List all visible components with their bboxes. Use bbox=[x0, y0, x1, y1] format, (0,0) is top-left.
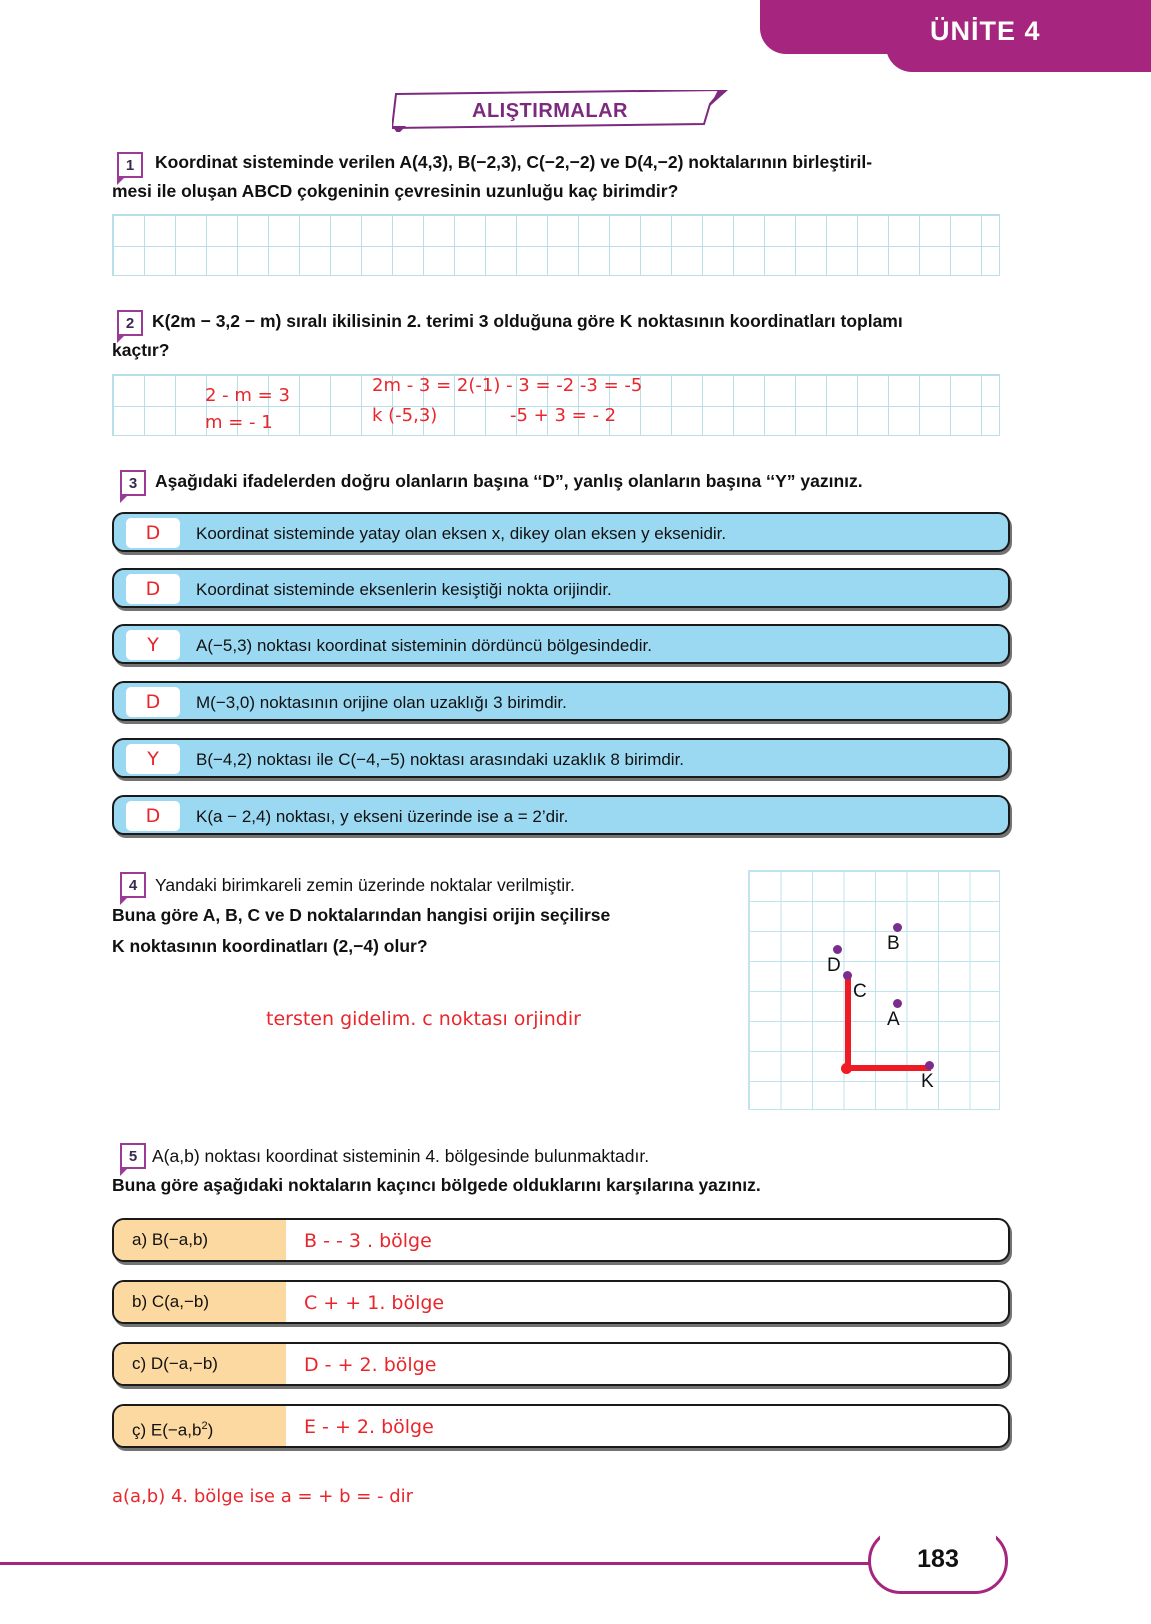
figure-point-D bbox=[833, 945, 842, 954]
page-number: 183 bbox=[917, 1545, 959, 1573]
figure-label-B: B bbox=[887, 933, 900, 954]
red-horizontal-annotation bbox=[845, 1065, 931, 1071]
page-header-banner bbox=[0, 0, 1151, 72]
statement-text-1: Koordinat sisteminde yatay olan eksen x, dikey olan eksen y eksenidir. bbox=[196, 524, 727, 543]
figure-label-C: C bbox=[853, 981, 867, 1002]
statement-answer-box-4[interactable] bbox=[126, 687, 180, 717]
q2-hand-right-line-2a: k (-5,3) bbox=[372, 405, 438, 426]
statement-row-6[interactable] bbox=[112, 795, 1010, 835]
statement-text-3: A(−5,3) noktası koordinat sisteminin dördüncü bölgesindedir. bbox=[196, 636, 652, 655]
region-row-a[interactable] bbox=[112, 1218, 1010, 1262]
region-row-a-answer: B - - 3 . bölge bbox=[304, 1230, 432, 1252]
figure-point-K bbox=[925, 1061, 934, 1070]
region-row-c-answer: D - + 2. bölge bbox=[304, 1354, 437, 1376]
question-4-handwritten-note: tersten gidelim. c noktası orjindir bbox=[266, 1008, 581, 1030]
q2-hand-right-line-2b: -5 + 3 = - 2 bbox=[510, 405, 617, 426]
question-5-bottom-note: a(a,b) 4. bölge ise a = + b = - dir bbox=[112, 1486, 414, 1507]
statement-text-4: M(−3,0) noktasının orijine olan uzaklığı 3 birimdir. bbox=[196, 693, 567, 712]
question-number-3: 3 bbox=[120, 470, 146, 496]
figure-point-B bbox=[893, 923, 902, 932]
figure-point-A bbox=[893, 999, 902, 1008]
region-row-c-label: c) D(−a,−b) bbox=[114, 1344, 286, 1384]
statement-text-5: B(−4,2) noktası ile C(−4,−5) noktası arasındaki uzaklık 8 birimdir. bbox=[196, 750, 685, 769]
question-4-figure-grid[interactable] bbox=[748, 870, 1000, 1110]
question-number-1: 1 bbox=[117, 152, 143, 178]
section-ribbon bbox=[392, 90, 728, 132]
statement-mark-3: Y bbox=[147, 634, 159, 656]
region-row-b-label: b) C(a,−b) bbox=[114, 1282, 286, 1322]
unit-title: ÜNİTE 4 bbox=[930, 16, 1041, 46]
figure-label-A: A bbox=[887, 1009, 900, 1030]
statement-answer-box-6[interactable] bbox=[126, 801, 180, 831]
q2-hand-right-line-1: 2m - 3 = 2(-1) - 3 = -2 -3 = -5 bbox=[372, 375, 643, 396]
statement-row-4[interactable] bbox=[112, 681, 1010, 721]
question-number-5: 5 bbox=[120, 1143, 146, 1169]
ribbon-title: ALIŞTIRMALAR bbox=[472, 100, 628, 122]
red-origin-marker bbox=[841, 1063, 852, 1074]
region-row-b[interactable] bbox=[112, 1280, 1010, 1324]
red-vertical-annotation bbox=[845, 975, 851, 1071]
region-row-b-answer: C + + 1. bölge bbox=[304, 1292, 445, 1314]
region-row-c[interactable] bbox=[112, 1342, 1010, 1386]
statement-row-3[interactable] bbox=[112, 624, 1010, 664]
question-1-line-1: Koordinat sisteminde verilen A(4,3), B(−2,3), C(−2,−2) ve D(4,−2) noktalarının birleştiril- bbox=[155, 152, 873, 172]
question-5-line-2: Buna göre aşağıdaki noktaların kaçıncı bölgede olduklarını karşılarına yazınız. bbox=[112, 1175, 761, 1195]
question-3-line-1: Aşağıdaki ifadelerden doğru olanların başına ‘‘D”, yanlış olanların başına ‘‘Y” yazınız. bbox=[155, 471, 863, 491]
statement-answer-box-3[interactable] bbox=[126, 630, 180, 660]
figure-label-K: K bbox=[921, 1071, 934, 1092]
region-row-d-label-exponent: 2 bbox=[201, 1420, 208, 1432]
question-4-line-1: Yandaki birimkareli zemin üzerinde noktalar verilmiştir. bbox=[155, 875, 575, 895]
question-4-line-3: K noktasının koordinatları (2,−4) olur? bbox=[112, 936, 428, 956]
statement-row-2[interactable] bbox=[112, 568, 1010, 608]
statement-answer-box-2[interactable] bbox=[126, 574, 180, 604]
figure-point-C bbox=[843, 971, 852, 980]
statement-answer-box-1[interactable] bbox=[126, 518, 180, 548]
statement-row-1[interactable] bbox=[112, 512, 1010, 552]
region-row-d[interactable] bbox=[112, 1404, 1010, 1448]
region-row-d-answer: E - + 2. bölge bbox=[304, 1416, 434, 1438]
statement-row-5[interactable] bbox=[112, 738, 1010, 778]
q2-hand-left-line-2: m = - 1 bbox=[205, 412, 273, 433]
question-5-line-1: A(a,b) noktası koordinat sisteminin 4. bölgesinde bulunmaktadır. bbox=[152, 1146, 650, 1166]
region-row-a-label: a) B(−a,b) bbox=[114, 1220, 286, 1260]
answer-grid-question-1[interactable] bbox=[112, 214, 1000, 276]
region-row-d-label-post: ) bbox=[207, 1420, 214, 1440]
region-row-d-label bbox=[114, 1406, 286, 1446]
question-2-line-2: kaçtır? bbox=[112, 340, 170, 360]
question-2-line-1: K(2m − 3,2 − m) sıralı ikilisinin 2. terimi 3 olduğuna göre K noktasının koordinatları toplamı bbox=[152, 311, 903, 331]
statement-text-6: K(a − 2,4) noktası, y ekseni üzerinde ise a = 2’dir. bbox=[196, 807, 569, 826]
question-4-line-2: Buna göre A, B, C ve D noktalarından hangisi orijin seçilirse bbox=[112, 905, 611, 925]
figure-label-D: D bbox=[827, 955, 841, 976]
footer-rule bbox=[0, 1562, 880, 1565]
question-number-4: 4 bbox=[120, 872, 146, 898]
statement-mark-6: D bbox=[145, 805, 161, 827]
statement-mark-1: D bbox=[145, 522, 161, 544]
statement-mark-2: D bbox=[145, 578, 161, 600]
q2-hand-left-line-1: 2 - m = 3 bbox=[205, 385, 290, 406]
statement-text-2: Koordinat sisteminde eksenlerin kesiştiği nokta orijindir. bbox=[196, 580, 612, 599]
statement-answer-box-5[interactable] bbox=[126, 744, 180, 774]
question-1-line-2: mesi ile oluşan ABCD çokgeninin çevresinin uzunluğu kaç birimdir? bbox=[112, 181, 679, 201]
statement-mark-5: Y bbox=[147, 748, 159, 770]
question-number-2: 2 bbox=[117, 310, 143, 336]
statement-mark-4: D bbox=[145, 691, 161, 713]
region-row-d-label-pre: ç) E(−a,b bbox=[132, 1420, 202, 1440]
